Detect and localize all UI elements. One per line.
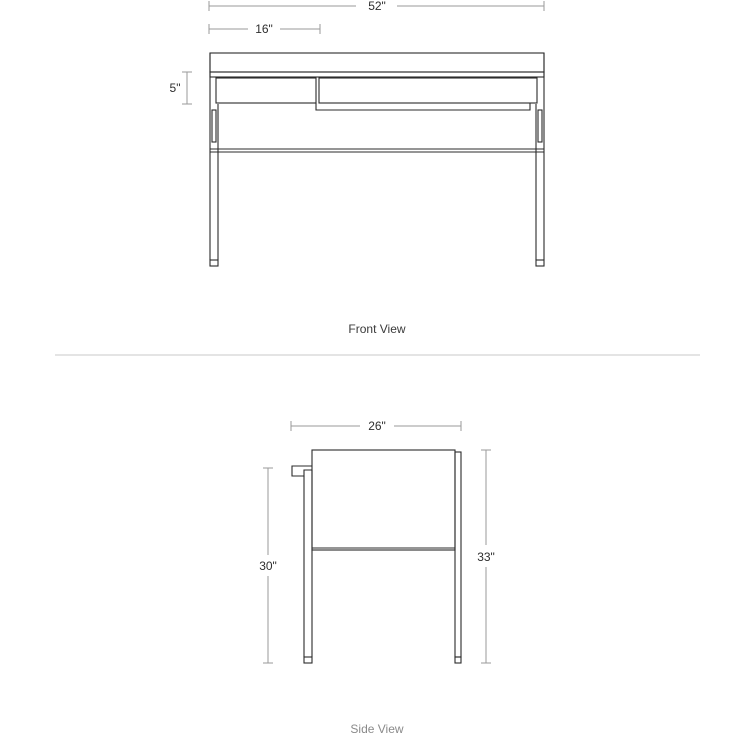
drawer-height-label: 5" [169,81,181,95]
overall-width-label: 52" [368,0,386,13]
overall-height-label: 33" [477,550,495,564]
desk-side [292,450,461,663]
overall-width-dimension [209,0,544,13]
top-panel [210,53,544,72]
right-bracket [538,110,542,142]
side-view-caption: Side View [350,722,404,736]
seat-height-dimension [259,468,277,663]
depth-dimension [291,419,461,433]
back-foot [455,657,461,663]
right-foot [536,260,544,266]
drawer-width-dimension [209,22,320,36]
side-panel [312,450,455,550]
desktop-overhang [292,466,312,476]
drawer-width-label: 16" [255,22,273,36]
tray [316,103,530,110]
left-bracket [212,110,216,142]
seat-height-label: 30" [259,559,277,573]
side-view [259,419,495,736]
front-view-caption: Front View [348,322,406,336]
left-foot [210,260,218,266]
small-drawer [216,78,316,103]
large-drawer [319,78,537,103]
drawer-height-dimension [170,72,192,104]
desk-front [210,53,544,266]
depth-label: 26" [368,419,386,433]
overall-height-dimension [477,450,495,663]
desktop-surface [210,72,544,77]
front-view [170,0,544,336]
back-panel [455,452,461,657]
front-foot [304,657,312,663]
